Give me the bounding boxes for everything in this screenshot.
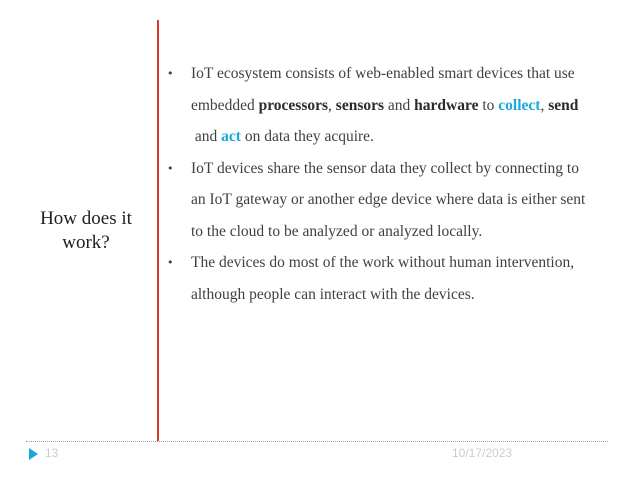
slide-heading-line-1: How does it xyxy=(40,208,132,229)
slide-heading-line-2: work? xyxy=(62,232,110,253)
separator-text: to xyxy=(478,96,499,114)
bullet-dot-icon: • xyxy=(167,67,174,80)
bullet-3-text: The devices do most of the work without human intervention, although people can interact with the devices. xyxy=(191,254,575,303)
bullet-item-2 xyxy=(166,153,596,248)
keyword-sensors: sensors xyxy=(335,96,385,114)
page-number: 13 xyxy=(45,446,59,460)
footer-divider xyxy=(26,441,608,442)
bullet-1-text: IoT ecosystem consists of web-enabled smart devices that use embedded xyxy=(191,65,575,114)
separator-text: , xyxy=(328,96,336,114)
bullet-2-text: IoT devices share the sensor data they collect by connecting to an IoT gateway or another edge device where data is either sent to the cloud to be analyzed or analyzed locally. xyxy=(191,159,586,240)
bullet-item-3 xyxy=(166,247,596,310)
separator-text: , xyxy=(540,96,549,114)
keyword-collect: collect xyxy=(498,96,541,114)
separator-text: and xyxy=(384,96,415,114)
footer-triangle-icon xyxy=(29,448,38,460)
keyword-act: act xyxy=(221,128,241,145)
slide-heading xyxy=(22,207,150,255)
vertical-divider xyxy=(157,20,159,441)
separator-text: and xyxy=(191,128,222,145)
bullet-item-1 xyxy=(166,58,596,153)
bullet-1-ending: on data they acquire. xyxy=(240,128,374,145)
bullet-list xyxy=(166,58,596,310)
keyword-send: send xyxy=(548,96,579,114)
footer-date: 10/17/2023 xyxy=(452,446,513,460)
keyword-processors: processors xyxy=(258,96,329,114)
keyword-hardware: hardware xyxy=(414,96,479,114)
bullet-dot-icon: • xyxy=(167,161,174,175)
bullet-dot-icon: • xyxy=(167,256,174,269)
